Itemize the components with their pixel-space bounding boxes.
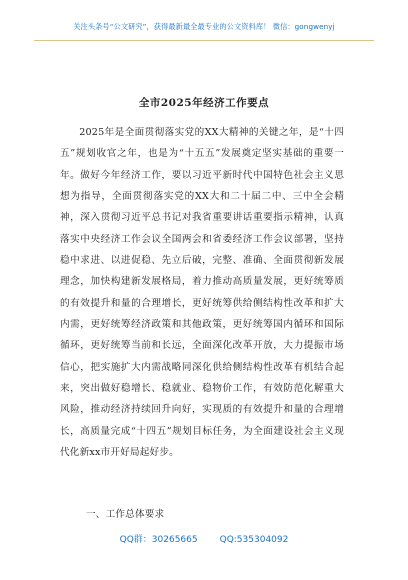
document-title: 全市2025年经济工作要点 — [138, 97, 270, 109]
body-paragraph: 2025年是全面贯彻落实党的XX大精神的关键之年，是“十四五”规划收官之年，也是为“十五五”发展奠定坚实基础的重要一年。做好今年经济工作，要以习近平新时代中国特色社会主义思想为指导，全面贯彻落实党的XX大和二十届二中、三中全会精神，深入贯彻习近平总书记对我省重要讲话重要指示精神，认真落实中央经济工作会议全国两会和省委经济工作会议部署，坚持稳中求进、以进促稳、先立后破，完整、准确、全面贯彻新发展理念，加快构建新发展格局，着力推动高质量发展，更好统筹质的有效提升和量的合理增长，更好统筹供给侧结构性改革和扩大内需，更好统筹经济政策和其他政策，更好统筹国内循环和国际循环，更好统筹当前和长远，全面深化改革开放，大力提振市场信心，把实施扩大内需战略同深化供给侧结构性改革有机结合起来，突出做好稳增长、稳就业、稳物价工作，有效防范化解重大风险，推动经济持续回升向好，实现质的有效提升和量的合理增长，高质量完成“十四五”规划目标任务，为全面建设社会主义现代化新xx市开好局起好步。 — [60, 127, 344, 459]
footer-qq: QQ:535304092 — [219, 535, 289, 545]
footer-contact — [0, 532, 408, 545]
header-divider — [34, 40, 374, 41]
header-banner: 关注头条号“公文研究”，获得最新最全最专业的公文资料库！ 微信：gongwenyj — [73, 22, 335, 31]
footer-qq-group: QQ群：30265665 — [119, 535, 198, 545]
section-heading: 一、工作总体要求 — [86, 509, 165, 520]
